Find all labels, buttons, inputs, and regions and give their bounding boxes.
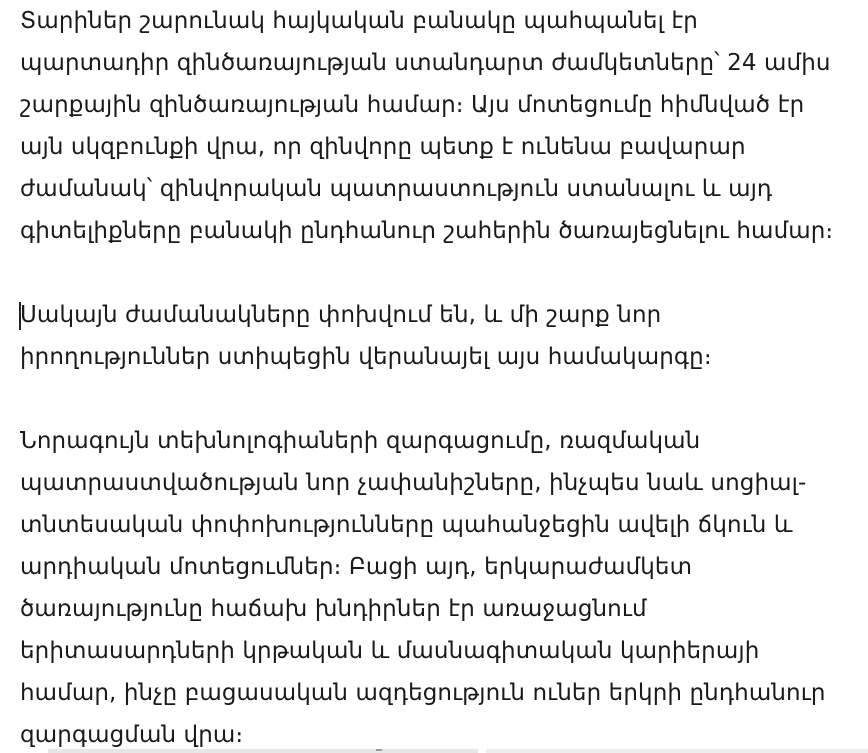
paragraph-3-line-1: Նորագույն տեխնոլոգիաների զարգացումը, ռազմական — [20, 428, 701, 454]
paragraph-2-line-1-wrapper — [20, 294, 712, 336]
paragraph-1-line-4: այն սկզբունքի վրա, որ զինվորը պետք է ունենա բավարար — [20, 134, 746, 160]
horizontal-scrollbar-track-right[interactable] — [486, 749, 868, 753]
paragraph-3-line-2: պատրաստվածության նոր չափանիշները, ինչպես նաև սոցիալ- — [20, 470, 807, 496]
paragraph-3-line-6: երիտասարդների կրթական և մասնագիտական կարիերայի — [20, 638, 760, 664]
paragraph-1-line-6: գիտելիքները բանակի ընդհանուր շահերին ծառայեցնելու համար։ — [20, 218, 834, 244]
horizontal-scrollbar-track[interactable] — [48, 749, 478, 753]
scrollbar-thumb-mark[interactable] — [376, 749, 382, 751]
paragraph-1-line-2: պարտադիր զինծառայության ստանդարտ ժամկետները՝ 24 ամիս — [20, 50, 831, 76]
paragraph-3-line-4: արդիական մոտեցումներ։ Բացի այդ, երկարաժամկետ — [20, 554, 693, 580]
paragraph-3-line-3: տնտեսական փոփոխությունները պահանջեցին ավելի ճկուն և — [20, 512, 793, 538]
paragraph-1-line-1: Տարիներ շարունակ հայկական բանակը պահպանել էր — [20, 8, 698, 34]
paragraph-3-line-5: ծառայությունը հաճախ խնդիրներ էր առաջացնում — [20, 596, 647, 622]
paragraph-1-line-3: շարքային զինծառայության համար։ Այս մոտեցումը հիմնված էր — [20, 92, 805, 118]
paragraph-1-line-5: ժամանակ՝ զինվորական պատրաստություն ստանալու և այդ — [20, 176, 773, 202]
paragraph-2-line-2: իրողություններ ստիպեցին վերանայել այս համակարգը։ — [20, 344, 712, 370]
paragraph-1[interactable] — [20, 0, 833, 252]
paragraph-3[interactable] — [20, 420, 826, 753]
paragraph-3-line-8: զարգացման վրա։ — [20, 722, 244, 748]
text-cursor — [19, 302, 21, 330]
paragraph-3-line-7: համար, ինչը բացասական ազդեցություն ուներ երկրի ընդհանուր — [20, 680, 826, 706]
paragraph-2-line-1: Սակայն ժամանակները փոխվում են, և մի շարք նոր — [20, 302, 662, 328]
paragraph-2[interactable] — [20, 294, 712, 378]
